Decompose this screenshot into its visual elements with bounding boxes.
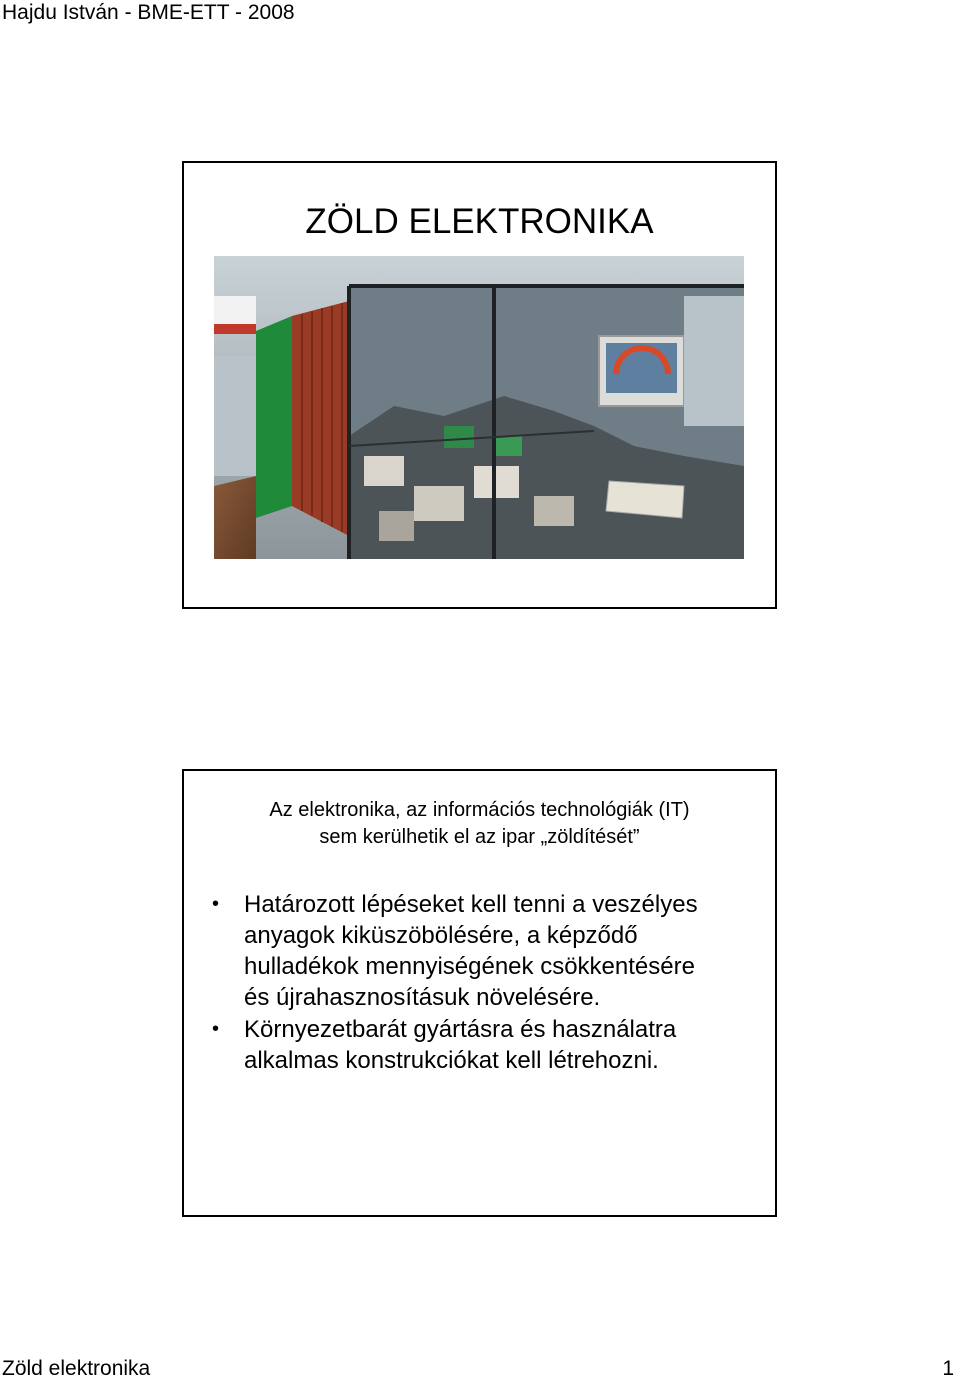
bullet-item <box>212 889 752 1013</box>
bullet-line: Környezetbarát gyártásra és használatra <box>244 1016 677 1043</box>
slide-title: ZÖLD ELEKTRONIKA <box>305 202 654 241</box>
slide-2 <box>182 769 777 1217</box>
bullet-line: hulladékok mennyiségének csökkentésére <box>244 953 695 980</box>
bullet-line: alkalmas konstrukciókat kell létrehozni. <box>244 1047 659 1074</box>
bullet-line: Határozott lépéseket kell tenni a veszélyes <box>244 891 698 918</box>
page-header: Hajdu István - BME-ETT - 2008 <box>2 1 295 24</box>
slide-1 <box>182 161 777 609</box>
slide-intro <box>184 797 775 851</box>
bullet-icon: • <box>212 893 220 915</box>
bullet-line: anyagok kiküszöbölésére, a képződő <box>244 922 638 949</box>
bullet-line: és újrahasznosításuk növelésére. <box>244 984 601 1011</box>
photo-image <box>214 256 744 559</box>
bullet-list <box>212 889 752 1077</box>
bullet-item <box>212 1014 752 1076</box>
footer-title: Zöld elektronika <box>2 1357 151 1380</box>
bullet-icon: • <box>212 1018 220 1040</box>
intro-line: Az elektronika, az információs technológiák (IT) <box>269 799 690 821</box>
intro-line: sem kerülhetik el az ipar „zöldítését” <box>319 826 640 848</box>
page-number: 1 <box>942 1357 954 1380</box>
